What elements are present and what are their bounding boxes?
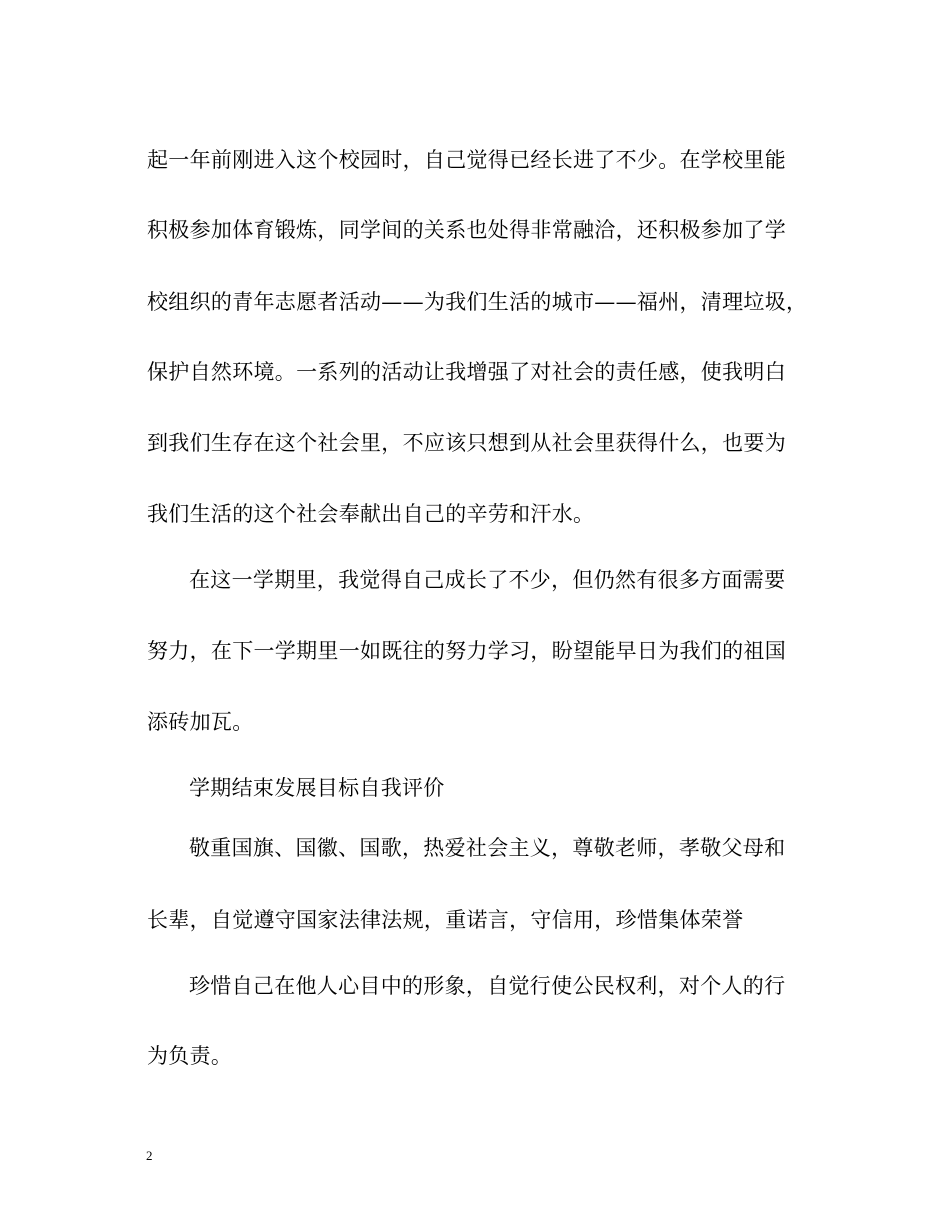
paragraph-2-line-3: 添砖加瓦。 xyxy=(147,710,254,734)
paragraph-4-line-1: 珍惜自己在他人心目中的形象，自觉行使公民权利，对个人的行 xyxy=(189,974,786,998)
text-line-6: 我们生活的这个社会奉献出自己的辛劳和汗水。 xyxy=(147,502,595,526)
paragraph-2-line-1: 在这一学期里，我觉得自己成长了不少，但仍然有很多方面需要 xyxy=(189,568,786,592)
paragraph-3-line-1: 敬重国旗、国徽、国歌，热爱社会主义，尊敬老师，孝敬父母和 xyxy=(189,836,786,860)
paragraph-2-line-2: 努力，在下一学期里一如既往的努力学习，盼望能早日为我们的祖国 xyxy=(147,639,786,663)
paragraph-4-line-2: 为负责。 xyxy=(147,1044,233,1068)
paragraph-3-line-2: 长辈，自觉遵守国家法律法规，重诺言，守信用，珍惜集体荣誉 xyxy=(147,908,744,932)
page-number: 2 xyxy=(146,1148,153,1163)
text-line-5: 到我们生存在这个社会里，不应该只想到从社会里获得什么，也要为 xyxy=(147,431,786,455)
section-heading: 学期结束发展目标自我评价 xyxy=(189,776,445,800)
text-line-1: 起一年前刚进入这个校园时，自己觉得已经长进了不少。在学校里能 xyxy=(147,148,786,172)
text-line-3: 校组织的青年志愿者活动——为我们生活的城市——福州，清理垃圾， xyxy=(147,290,808,314)
text-line-2: 积极参加体育锻炼，同学间的关系也处得非常融洽，还积极参加了学 xyxy=(147,218,786,242)
text-line-4: 保护自然环境。一系列的活动让我增强了对社会的责任感，使我明白 xyxy=(147,360,786,384)
